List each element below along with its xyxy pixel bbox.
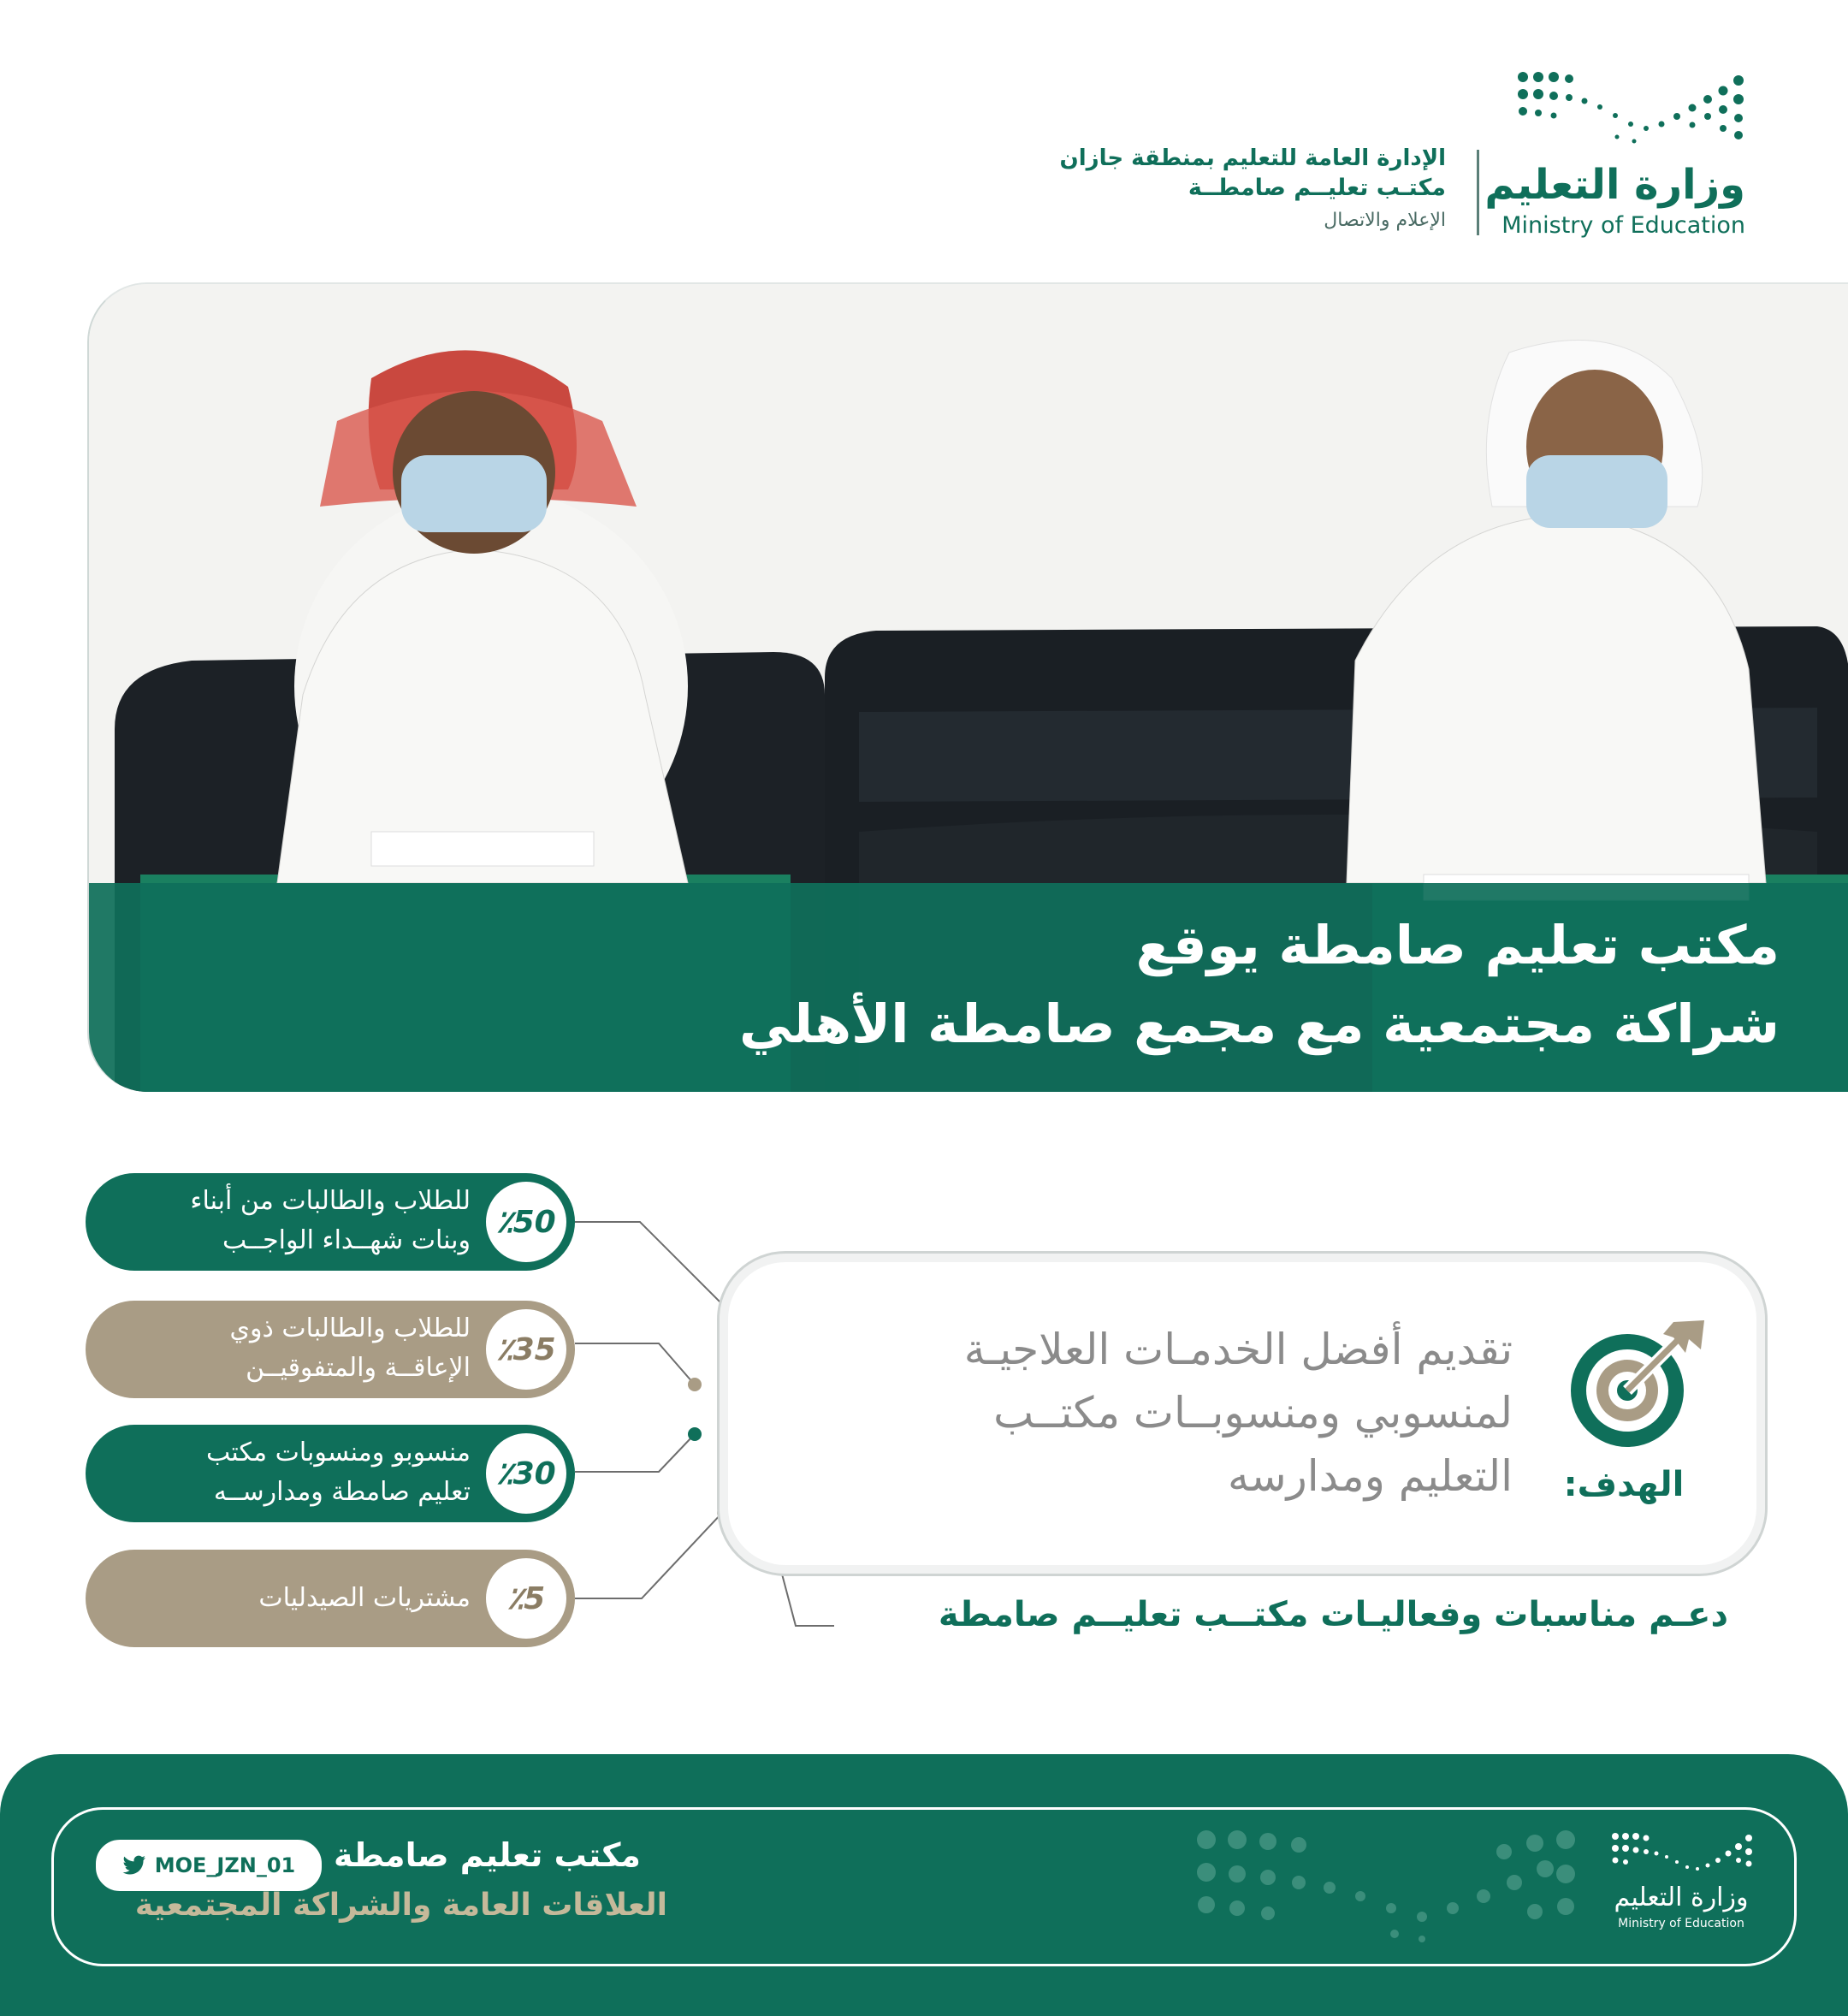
- goal-text: [963, 1318, 1513, 1508]
- office-line-3: الإعلام والاتصال: [1324, 210, 1446, 231]
- twitter-handle-badge[interactable]: [96, 1840, 322, 1891]
- goal-label: الهدف:: [1563, 1465, 1685, 1504]
- percent-badge: ٪50: [486, 1182, 566, 1262]
- discount-text: [190, 1182, 471, 1260]
- footer-ministry-ar: وزارة التعليم: [1614, 1883, 1749, 1912]
- discount-line-1: للطلاب والطالبات ذوي: [229, 1313, 471, 1343]
- footer-department: العلاقات العامة والشراكة المجتمعية: [134, 1888, 667, 1923]
- discount-pill-pharmacy: [86, 1550, 575, 1647]
- ministry-name-en: Ministry of Education: [1502, 212, 1745, 239]
- discount-pill-disability: [86, 1301, 575, 1398]
- goal-line-1: تقديم أفضل الخدمـات العلاجيـة: [963, 1325, 1513, 1374]
- percent-badge: ٪35: [486, 1309, 566, 1390]
- office-line-1: الإدارة العامة للتعليم بمنطقة جازان: [1059, 145, 1446, 171]
- discount-text: [206, 1433, 471, 1512]
- goal-line-2: لمنسوبي ومنسوبــات مكتــب: [993, 1388, 1513, 1438]
- footer-ministry-logo: [1608, 1829, 1762, 1881]
- discount-text: [229, 1309, 471, 1388]
- discount-text: [258, 1579, 471, 1618]
- ministry-name-ar: وزارة التعليم: [1484, 161, 1745, 209]
- twitter-handle-text: MOE_JZN_01: [154, 1853, 296, 1877]
- discount-line-2: الإعاقــة والمتفوقيــن: [246, 1353, 471, 1383]
- discount-pill-martyrs: [86, 1173, 575, 1271]
- twitter-icon: [122, 1855, 146, 1876]
- discount-line-1: مشتريات الصيدليات: [258, 1583, 471, 1613]
- percent-badge: ٪5: [486, 1558, 566, 1639]
- headline-line-2: شراكة مجتمعية مع مجمع صامطة الأهلي: [739, 993, 1780, 1055]
- discount-line-2: تعليم صامطة ومدارســه: [213, 1477, 471, 1507]
- headline-line-1: مكتب تعليم صامطة يوقع: [1135, 914, 1780, 976]
- footer-ministry-en: Ministry of Education: [1618, 1917, 1744, 1930]
- footer-dots-pattern: [1189, 1823, 1583, 1942]
- office-line-2: مكتـب تعليــم صامطــة: [1188, 175, 1446, 201]
- discount-line-1: للطلاب والطالبات من أبناء: [190, 1186, 471, 1216]
- goal-line-3: التعليم ومدارسه: [1227, 1451, 1513, 1501]
- discount-line-2: وبنات شهــداء الواجــب: [222, 1225, 471, 1255]
- percent-badge: ٪30: [486, 1433, 566, 1514]
- target-arrow-icon: [1557, 1313, 1711, 1450]
- footer-office: مكتب تعليم صامطة: [334, 1836, 641, 1874]
- discount-line-1: منسوبو ومنسوبات مكتب: [205, 1438, 471, 1468]
- support-text: دعـم مناسبات وفعاليـات مكتــب تعليــم صامطة: [938, 1595, 1728, 1634]
- discount-pill-staff: [86, 1425, 575, 1522]
